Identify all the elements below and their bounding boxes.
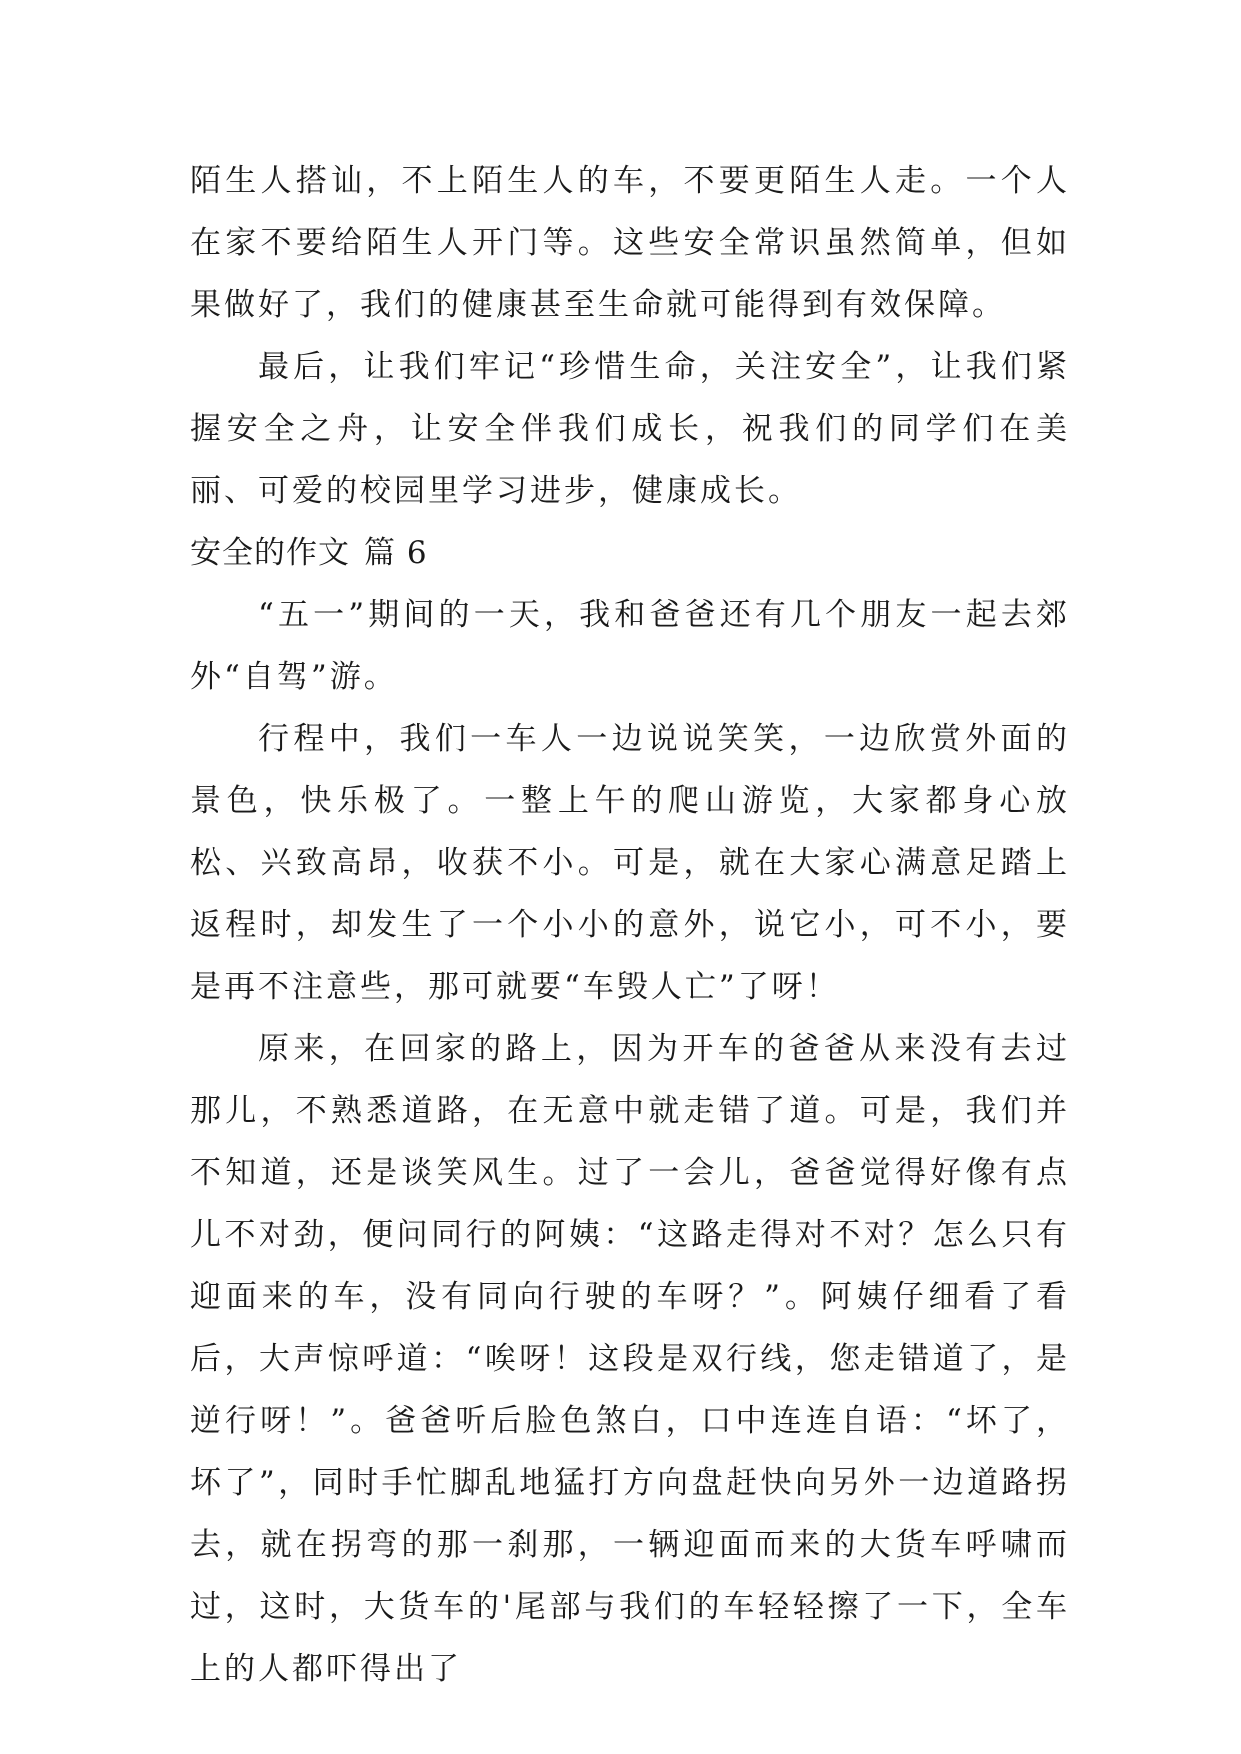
document-body (190, 150, 1070, 1700)
paragraph-3: “五一”期间的一天，我和爸爸还有几个朋友一起去郊外“自驾”游。 (190, 597, 1070, 695)
section-heading (190, 522, 1070, 584)
section-label: 篇 6 (364, 535, 428, 571)
paragraph-2: 最后，让我们牢记“珍惜生命，关注安全”，让我们紧握安全之舟，让安全伴我们成长，祝我们的同学们在美丽、可爱的校园里学习进步，健康成长。 (190, 349, 1070, 509)
paragraph-5: 原来，在回家的路上，因为开车的爸爸从来没有去过那儿，不熟悉道路，在无意中就走错了道。可是，我们并不知道，还是谈笑风生。过了一会儿，爸爸觉得好像有点儿不对劲，便问同行的阿姨：“这路走得对不对？怎么只有迎面来的车，没有同向行驶的车呀？”。阿姨仔细看了看后，大声惊呼道：“唉呀！这段是双行线，您走错道了，是逆行呀！”。爸爸听后脸色煞白，口中连连自语：“坏了，坏了”，同时手忙脚乱地猛打方向盘赶快向另外一边道路拐去，就在拐弯的那一刹那，一辆迎面而来的大货车呼啸而过，这时，大货车的'尾部与我们的车轻轻擦了一下，全车上的人都吓得出了 (190, 1031, 1070, 1687)
paragraph-1: 陌生人搭讪，不上陌生人的车，不要更陌生人走。一个人在家不要给陌生人开门等。这些安全常识虽然简单，但如果做好了，我们的健康甚至生命就可能得到有效保障。 (190, 163, 1070, 323)
section-title: 安全的作文 (190, 535, 350, 571)
paragraph-4: 行程中，我们一车人一边说说笑笑，一边欣赏外面的景色，快乐极了。一整上午的爬山游览，大家都身心放松、兴致高昂，收获不小。可是，就在大家心满意足踏上返程时，却发生了一个小小的意外，说它小，可不小，要是再不注意些，那可就要“车毁人亡”了呀！ (190, 721, 1070, 1005)
